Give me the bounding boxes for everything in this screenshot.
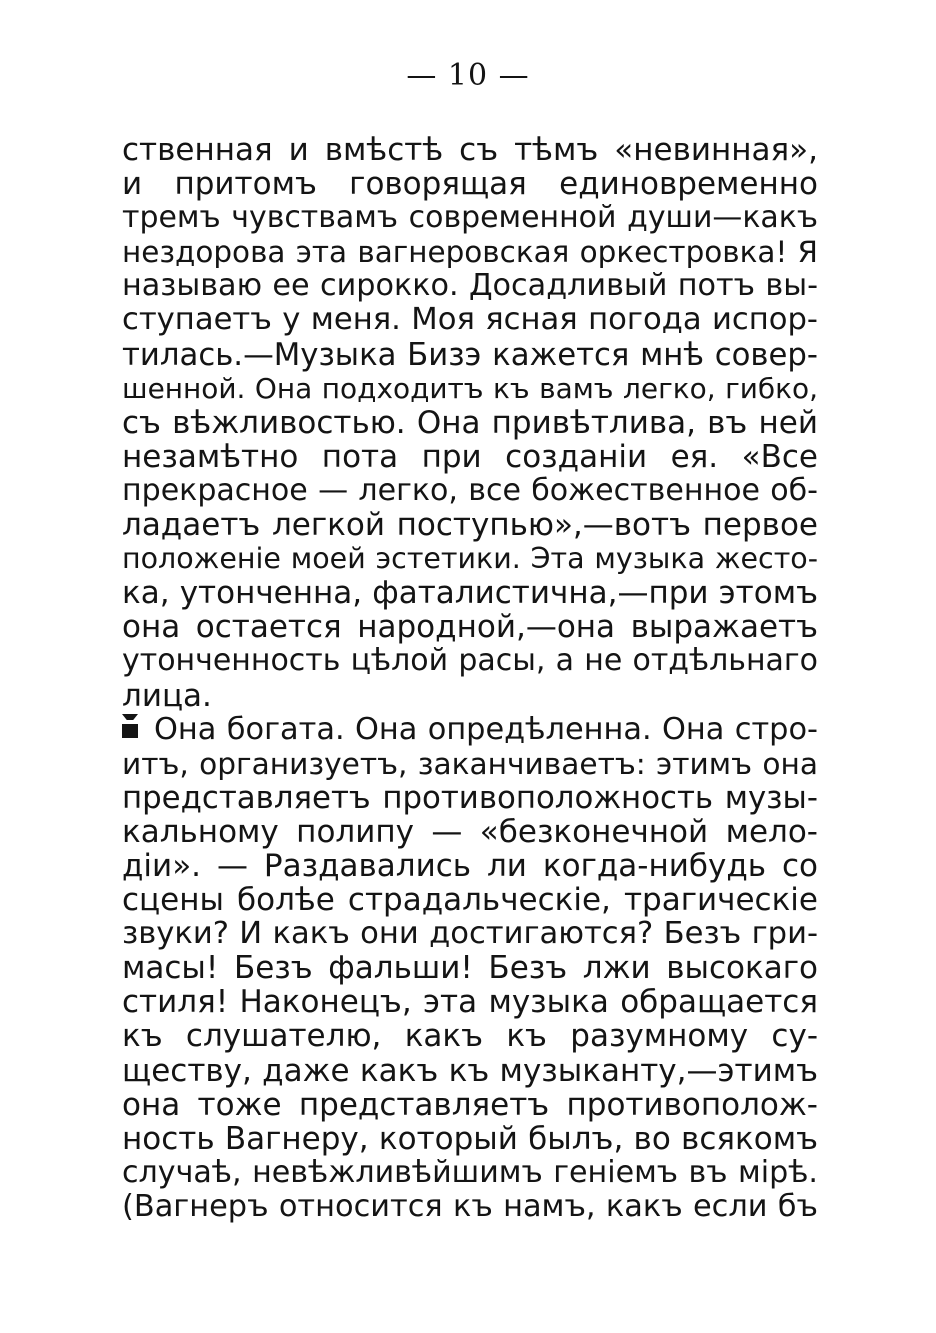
- text-line: она тоже представляетъ противополож-: [122, 1086, 818, 1123]
- text-line: представляетъ противоположность музы-: [122, 779, 818, 816]
- text-line: прекрасное — легко, все божественное об-: [122, 472, 818, 508]
- text-line: дiи». — Раздавались ли когда-нибудь со: [122, 847, 818, 884]
- text-line: случаѣ, невѣжливѣйшимъ генiемъ въ мiрѣ.: [122, 1154, 818, 1190]
- text-line: называю ее сирокко. Досадливый потъ вы-: [122, 268, 818, 304]
- text-line: и притомъ говорящая единовременно: [122, 166, 818, 203]
- text-line: утонченность цѣлой расы, а не отдѣльнаго: [122, 643, 818, 679]
- text-line: (Вагнеръ относится къ намъ, какъ если бъ: [122, 1188, 818, 1224]
- text-line: Она богата. Она опредѣленна. Она стро-: [154, 711, 818, 747]
- text-line: нездорова эта вагнеровская оркестровка! Я: [122, 235, 818, 270]
- body-text: [122, 133, 818, 1224]
- text-line: тилась.—Музыка Бизэ кажется мнѣ совер-: [122, 336, 818, 373]
- text-line: съ вѣжливостью. Она привѣтлива, въ ней: [122, 404, 818, 441]
- text-line: ность Вагнеру, который былъ, во всякомъ: [122, 1120, 818, 1157]
- text-line: кальному полипу — «безконечной мело-: [122, 813, 818, 850]
- text-line: шенной. Она подходитъ къ вамъ легко, гибко,: [122, 371, 818, 405]
- text-line: лица.: [122, 677, 212, 714]
- page-number: — 10 —: [406, 58, 530, 93]
- paragraph-2: [122, 713, 818, 1224]
- text-line: ственная и вмѣстѣ съ тѣмъ «невинная»,: [122, 132, 818, 168]
- text-line: масы! Безъ фальши! Безъ лжи высокаго: [122, 950, 818, 987]
- text-line: тремъ чувствамъ современной души—какъ: [122, 200, 818, 236]
- text-line: къ слушателю, какъ къ разумному су-: [122, 1018, 818, 1055]
- text-line: ществу, даже какъ къ музыканту,—этимъ: [122, 1052, 818, 1089]
- text-line: незамѣтно пота при созданiи ея. «Все: [122, 438, 818, 475]
- text-line: ка, утонченна, фаталистична,—при этомъ: [122, 575, 818, 612]
- text-line: положенiе моей эстетики. Эта музыка жесто-: [122, 542, 818, 576]
- text-line: сцены болѣе страдальческiе, трагическiе: [122, 882, 818, 919]
- text-line: она остается народной,—она выражаетъ: [122, 609, 818, 646]
- text-line: ступаетъ у меня. Моя ясная погода испор-: [122, 302, 818, 338]
- text-line: стиля! Наконецъ, эта музыка обращается: [122, 984, 818, 1021]
- text-line: ладаетъ легкой поступью»,—вотъ первое: [122, 507, 818, 544]
- text-line: итъ, организуетъ, заканчиваетъ: этимъ она: [122, 746, 818, 781]
- paragraph-1: [122, 133, 818, 713]
- text-line: звуки? И какъ они достигаются? Безъ гри-: [122, 916, 818, 952]
